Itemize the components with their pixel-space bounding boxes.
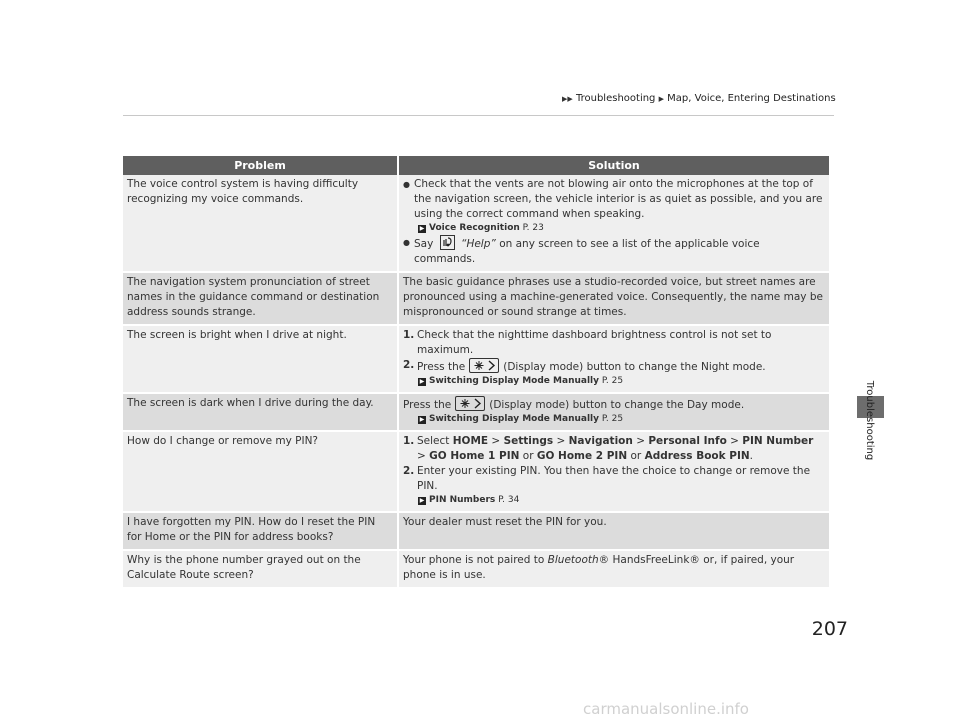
cross-reference-link[interactable]: ▶ Voice Recognition P. 23 (419, 223, 544, 233)
page-number: 207 (811, 618, 848, 640)
table-row (123, 550, 829, 587)
table-row (123, 512, 829, 550)
solution-cell: The basic guidance phrases use a studio-recorded voice, but street names are pronounced using a machine-generated voice. Consequently, the name may be mispronounced or sound strange at times. (398, 272, 829, 325)
arrow-icon: ▶ (658, 95, 664, 103)
table-row (123, 325, 829, 393)
breadcrumb-topic[interactable]: Map, Voice, Entering Destinations (667, 93, 836, 104)
solution-step: 2. Enter your existing PIN. You then have the choice to change or remove the PIN. (403, 465, 811, 492)
solution-cell (398, 175, 829, 272)
problem-cell: The screen is dark when I drive during the day. (123, 393, 398, 431)
solution-step: 1. Check that the nighttime dashboard brightness control is not set to maximum. (403, 329, 772, 356)
side-section-label: Troubleshooting (864, 380, 876, 460)
solution-bullet: ● Say “Help” on any screen to see a list of the applicable voice commands. (403, 235, 824, 267)
table-row (123, 175, 829, 272)
problem-cell: I have forgotten my PIN. How do I reset the PIN for Home or the PIN for address books? (123, 512, 398, 550)
table-header-row (123, 156, 829, 175)
reference-arrow-icon: ▶ (419, 225, 425, 232)
reference-arrow-icon: ▶ (419, 378, 425, 385)
cross-reference-link[interactable]: ▶ Switching Display Mode Manually P. 25 (419, 376, 624, 386)
solution-cell (398, 393, 829, 431)
reference-arrow-icon: ▶ (419, 416, 425, 423)
reference-arrow-icon: ▶ (419, 497, 425, 504)
table-row (123, 272, 829, 325)
solution-bullet: ● Check that the vents are not blowing air onto the microphones at the top of the navigation screen, the vehicle interior is as quiet as possible, and you are using the correct command when speaking. (403, 177, 824, 222)
breadcrumb (562, 93, 836, 104)
problem-cell: The voice control system is having difficulty recognizing my voice commands. (123, 175, 398, 272)
display-mode-button-icon (469, 358, 499, 373)
watermark: carmanualsonline.info (583, 700, 749, 718)
problem-cell: The screen is bright when I drive at night. (123, 325, 398, 393)
double-arrow-icon: ▶▶ (562, 95, 573, 103)
troubleshooting-table (123, 156, 829, 587)
column-header-solution: Solution (398, 156, 829, 175)
solution-cell (398, 431, 829, 512)
cross-reference-link[interactable]: ▶ Switching Display Mode Manually P. 25 (419, 414, 624, 424)
solution-text: Press the (Display mode) button to change the Day mode. (403, 396, 824, 413)
problem-cell: How do I change or remove my PIN? (123, 431, 398, 512)
problem-cell: Why is the phone number grayed out on the Calculate Route screen? (123, 550, 398, 587)
solution-cell (398, 325, 829, 393)
solution-cell: Your dealer must reset the PIN for you. (398, 512, 829, 550)
solution-step: 1. Select HOME > Settings > Navigation > Personal Info > PIN Number > GO Home 1 PIN or GO Home 2 PIN or Address Book PIN. (403, 435, 814, 462)
breadcrumb-section[interactable]: Troubleshooting (575, 93, 656, 104)
display-mode-button-icon (455, 396, 485, 411)
column-header-problem: Problem (123, 156, 398, 175)
cross-reference-link[interactable]: ▶ PIN Numbers P. 34 (419, 495, 520, 505)
solution-step: 2. Press the (Display mode) button to change the Night mode. (403, 359, 766, 373)
table-row (123, 431, 829, 512)
problem-cell: The navigation system pronunciation of street names in the guidance command or destination address sounds strange. (123, 272, 398, 325)
table-row (123, 393, 829, 431)
header-divider (123, 115, 834, 116)
talk-button-icon (440, 235, 455, 250)
solution-cell: Your phone is not paired to Bluetooth® HandsFreeLink® or, if paired, your phone is in use. (398, 550, 829, 587)
